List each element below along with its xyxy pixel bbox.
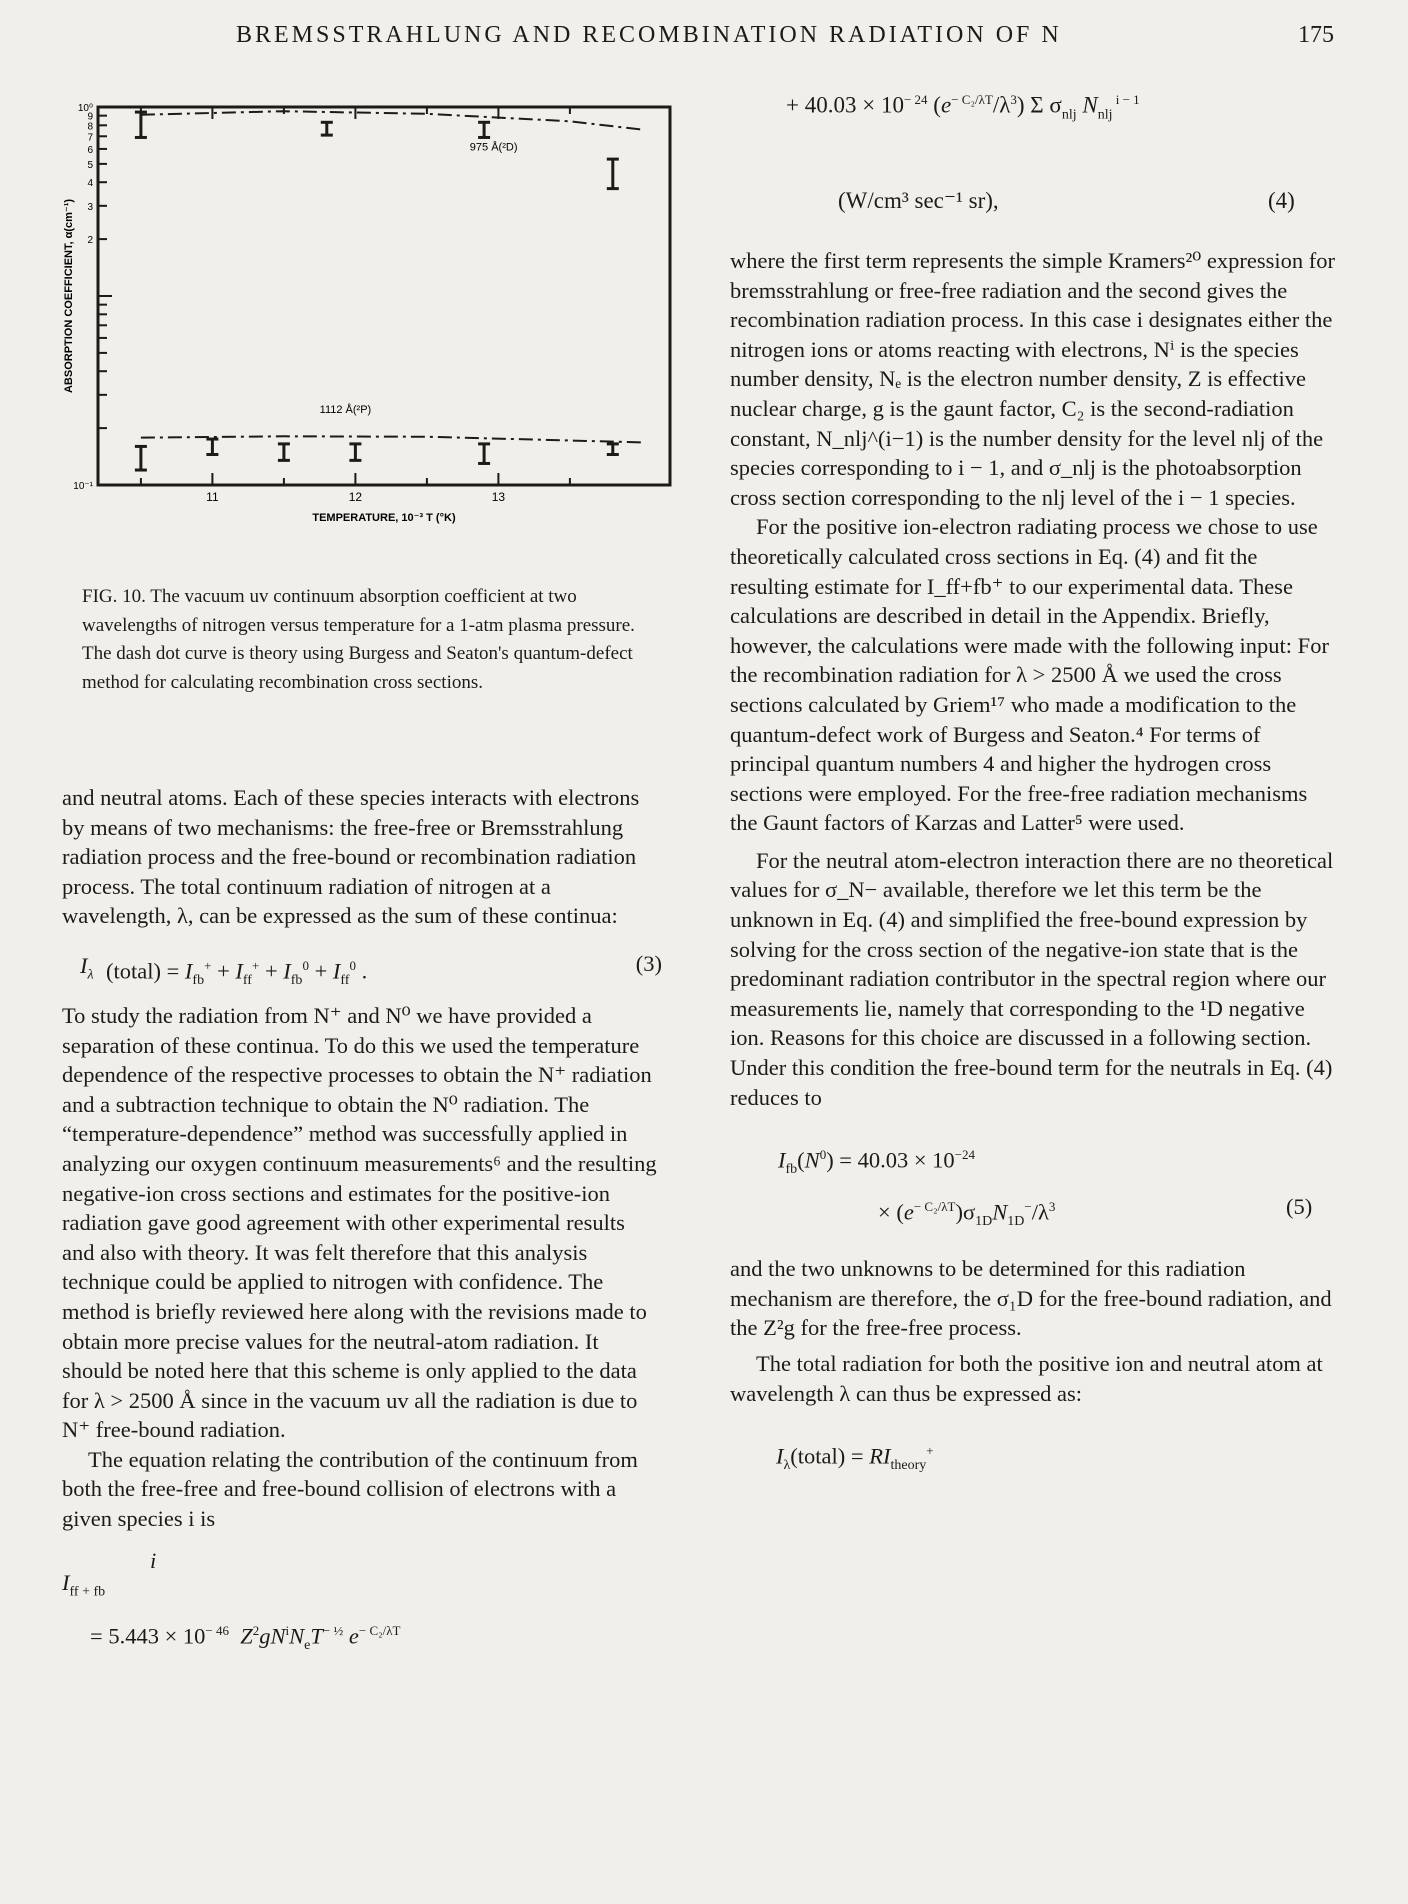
paragraph: The total radiation for both the positive ion and neutral atom at wavelength λ can thus be expressed as: [730, 1351, 1323, 1406]
equation-number: (3) [635, 950, 662, 976]
y-tick-label: 10⁰ [77, 103, 93, 114]
y-tick-label: 8 [87, 121, 93, 133]
x-tick-label: 11 [206, 490, 219, 504]
equation-5: $I_{fb}(N^0) = 40.03 \times 10^{-24}$ × $(e^{- C_2/\lambda T})\sigma_{1D}N_{1D}^-/\lambda^3$ (5) [778, 1147, 1313, 1230]
running-title: BREMSSTRAHLUNG AND RECOMBINATION RADIATION OF N [236, 22, 1062, 48]
y-axis-label: ABSORPTION COEFFICIENT, α(cm⁻¹) [63, 198, 75, 394]
paragraph: and neutral atoms. Each of these species interacts with electrons by means of two mechanisms: the free-free or Bremsstrahlung radiation process and the free-bound or recombination radiation process. The total continuum radiation of nitrogen at a wavelength, λ, can be expressed as the sum of these continua: [62, 785, 640, 929]
page-header [0, 22, 1408, 58]
plot-frame [98, 107, 670, 485]
series-annotation: 1112 Å(²P) [319, 404, 372, 417]
paragraph: where the first term represents the simple Kramers²⁰ expression for bremsstrahlung or free-free radiation and the second gives the recombination radiation process. In this case i designates either the nitrogen ions or atoms reacting with electrons, Nⁱ is the species number density, Nₑ is the electron number density, Z is effective nuclear charge, g is the gaunt factor, C₂ is the second-radiation constant, N_nlj^(i−1) is the number density for the level nlj of the species corresponding to i − 1, and σ_nlj is the photoabsorption cross section corresponding to the nlj level of the i − 1 species. [730, 248, 1335, 510]
left-column [62, 783, 662, 1652]
equation-3: $I_\lambda$ (total) = $I_{fb}^+ + I_{ff}^+ + I_{fb}^0 + I_{ff}^0$ . (3) [80, 950, 662, 988]
paragraph: For the positive ion-electron radiating process we chose to use theoretically calculated cross sections in Eq. (4) and fit the resulting estimate for I_ff+fb⁺ to our experimental data. These calculations are described in detail in the Appendix. Briefly, however, the calculations were made with the following input: For the recombination radiation for λ > 2500 Å we used the cross sections calculated by Griem¹⁷ who made a modification to the quantum-defect work of Burgess and Seaton.⁴ For terms of principal quantum numbers 4 and higher the hydrogen cross sections were employed. For the free-free radiation mechanisms the Gaunt factors of Karzas and Latter⁵ were used. [730, 514, 1329, 836]
page-number: 175 [1298, 22, 1334, 48]
y-tick-label: 7 [87, 132, 93, 144]
equation-number: (5) [1286, 1194, 1313, 1220]
y-tick-label: 5 [87, 159, 93, 171]
equation-6-start: $I_\lambda(total) = RI_{theory}^+$ [776, 1443, 934, 1474]
equation-number: (4) [1268, 188, 1295, 213]
y-tick-label: 10⁻¹ [73, 481, 93, 492]
y-tick-label: 2 [87, 235, 93, 247]
equation-4-line: + $40.03 \times 10^{- 24}$ $(e^{- C_2/\lambda T}/\lambda^3)$ Σ $\sigma_{nlj}$ $N_{nlj}$ $^{i - 1}$ [786, 92, 1140, 123]
paragraph: The equation relating the contribution of the continuum from both the free-free and free-bound collision of electrons with a given species i is [62, 1446, 638, 1532]
y-tick-label: 6 [87, 144, 93, 156]
y-tick-label: 4 [87, 178, 93, 190]
figure-caption: FIG. 10. The vacuum uv continuum absorption coefficient at two wavelengths of nitrogen versus temperature for a 1-atm plasma pressure. The dash dot curve is theory using Burgess and Seaton's quantum-defect method for calculating recombination cross sections. [82, 586, 635, 693]
x-tick-label: 12 [348, 490, 363, 504]
absorption-chart [60, 95, 690, 533]
theory-curve [141, 111, 642, 129]
x-axis-label: TEMPERATURE, 10⁻³ T (°K) [312, 512, 456, 524]
paragraph: To study the radiation from N⁺ and N⁰ we have provided a separation of these continua. To do this we used the temperature dependence of the respective processes to obtain the N⁺ radiation and a subtraction technique to obtain the N⁰ radiation. The “temperature-dependence” method was successfully applied in analyzing our oxygen continuum measurements⁶ and the resulting negative-ion cross sections and estimates for the positive-ion radiation gave good agreement with other experimental results and also with theory. It was felt therefore that this analysis technique could be applied to nitrogen with confidence. The method is briefly reviewed here along with the revisions made to obtain more precise values for the neutral-atom radiation. It should be noted here that this scheme is only applied to the data for λ > 2500 Å since in the vacuum uv all the radiation is due to N⁺ free-bound radiation. [62, 1002, 657, 1443]
equation-4-start: i $I_{ff + fb}$ = $5.443 \times 10^{- 46}$ $Z^2gN^iN_eT^{- \frac{1}{2}}$ $e^{- C_2/\lambda T}$ [62, 1547, 401, 1653]
y-tick-label: 9 [87, 111, 93, 123]
paragraph: For the neutral atom-electron interaction there are no theoretical values for σ_N− available, therefore we let this term be the unknown in Eq. (4) and simplified the free-bound expression by solving for the cross section of the negative-ion state that is the predominant radiation contributor in the spectral region where our measurements lie, namely that corresponding to the ¹D negative ion. Reasons for this choice are discussed in a following section. Under this condition the free-bound term for the neutrals in Eq. (4) reduces to [730, 847, 1334, 1110]
equation-4-units: (W/cm³ sec⁻¹ sr), [838, 188, 999, 213]
right-column [730, 246, 1340, 1482]
x-tick-label: 13 [491, 490, 506, 504]
y-tick-label: 3 [87, 201, 93, 213]
paragraph: and the two unknowns to be determined for this radiation mechanism are therefore, the σ₁D for the free-bound radiation, and the Z²g for the free-free process. [730, 1256, 1332, 1341]
figure-10 [60, 95, 690, 533]
series-annotation: 975 Å(²D) [469, 141, 518, 154]
